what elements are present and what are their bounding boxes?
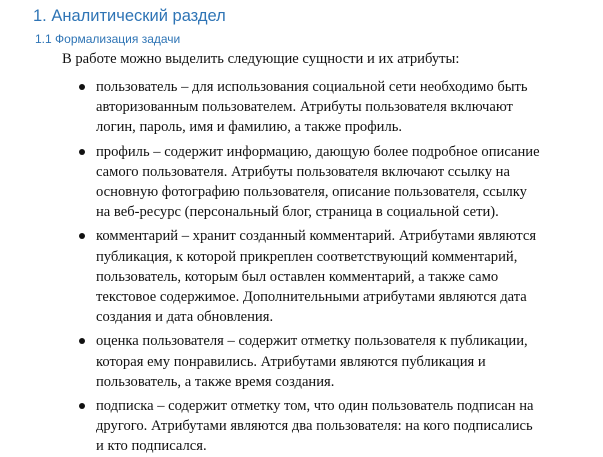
intro-paragraph: В работе можно выделить следующие сущности и их атрибуты:	[62, 51, 460, 67]
list-item-line: на веб-ресурс (персональный блог, страница в социальной сети).	[96, 204, 499, 221]
list-item-subscription	[33, 396, 595, 457]
list-item-line: пользователь – для использования социальной сети необходимо быть	[96, 79, 528, 95]
list-item-line: самого пользователя. Атрибуты пользователя включают ссылку на	[96, 163, 510, 180]
bullet-icon	[79, 338, 85, 344]
list-item-user	[33, 77, 595, 138]
list-item-line: и кто подписался.	[96, 438, 207, 455]
list-item-line: логин, пароль, имя и фамилию, а также профиль.	[96, 119, 403, 136]
list-item-line: текстовое содержимое. Дополнительными атрибутами являются дата	[96, 289, 527, 306]
list-item-line: пользователь, которым был оставлен комментарий, а также само	[96, 268, 499, 285]
bullet-icon	[79, 403, 85, 409]
bullet-icon	[79, 149, 85, 155]
list-item-line: авторизованным пользователем. Атрибуты пользователя включают	[96, 99, 513, 116]
list-item-line: подписка – содержит отметку том, что один пользователь подписан на	[96, 398, 534, 415]
list-item-line: оценка пользователя – содержит отметку пользователя к публикации,	[96, 333, 528, 350]
entity-list	[33, 77, 595, 457]
list-item-line: которая ему понравились. Атрибутами являются публикация и	[96, 353, 486, 370]
bullet-icon	[79, 84, 85, 90]
subsection-heading: 1.1 Формализация задачи	[35, 32, 181, 46]
list-item-line: основную фотографию пользователя, описание пользователя, ссылку	[96, 184, 527, 201]
list-item-line: публикация, к которой прикреплен соответствующий комментарий,	[96, 248, 518, 265]
list-item-profile	[33, 142, 595, 223]
bullet-icon	[79, 233, 85, 239]
list-item-line: другого. Атрибутами являются два пользователя: на кого подписались	[96, 418, 533, 435]
list-item-line: профиль – содержит информацию, дающую более подробное описание	[96, 143, 540, 160]
list-item-comment	[33, 226, 595, 327]
list-item-line: создания и дата обновления.	[96, 309, 274, 326]
list-item-rating	[33, 331, 595, 392]
list-item-line: пользователь, а также время создания.	[96, 373, 335, 390]
list-item-line: комментарий – хранит созданный комментарий. Атрибутами являются	[96, 228, 537, 245]
section-heading: 1. Аналитический раздел	[33, 7, 226, 25]
